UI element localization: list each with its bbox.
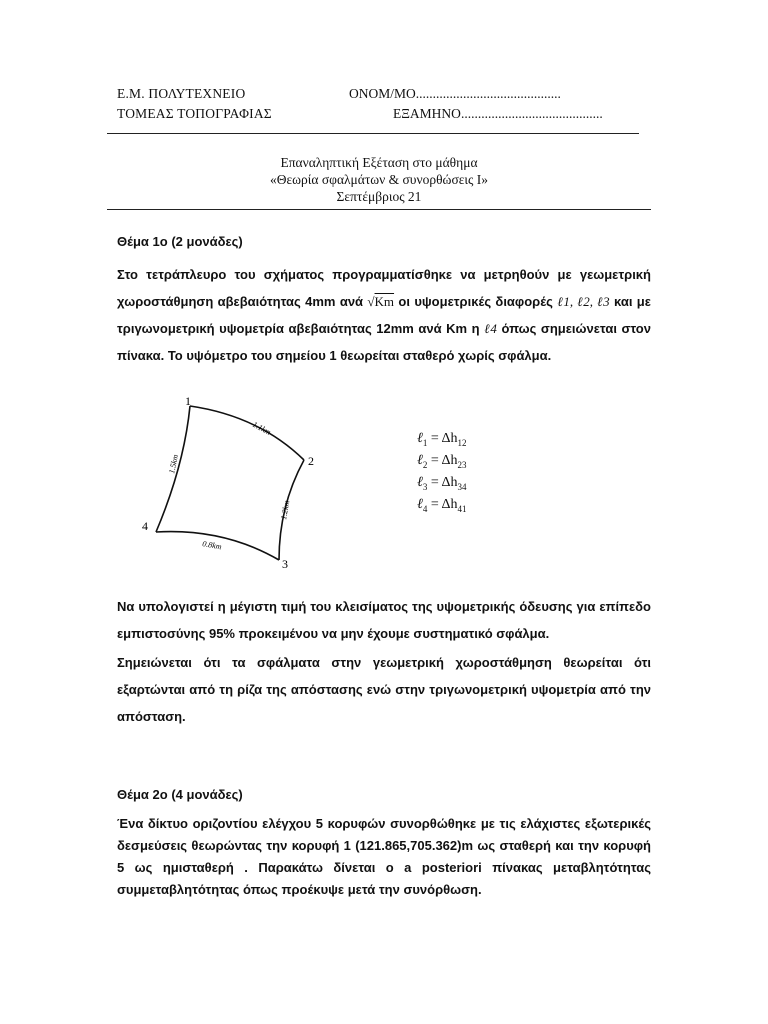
- edge-label-3-4: 0.8km: [201, 539, 223, 552]
- quadrilateral-diagram: [134, 388, 334, 578]
- point-3: 3: [282, 557, 288, 571]
- topic-1-title: Θέμα 1ο (2 μονάδες): [117, 234, 243, 249]
- variable-l4: ℓ4: [484, 321, 497, 336]
- point-2: 2: [308, 454, 314, 468]
- equation-2: ℓ$_2$ = $\Delta h_{23}$: [417, 453, 467, 470]
- semester-label: ΕΞΑΜΗΝΟ: [393, 106, 461, 121]
- equation-1: ℓ$_1$ = $\Delta h_{12}$: [417, 431, 467, 448]
- variables-l1-l3: ℓ1, ℓ2, ℓ3: [557, 294, 610, 309]
- topic-1-paragraph-1: Στο τετράπλευρο του σχήματος προγραμματίσθηκε να μετρηθούν με γεωμετρική χωροστάθμηση αβεβαιότητας 4mm ανά √Km οι υψομετρικές διαφορές ℓ1, ℓ2, ℓ3 και με τριγωνομετρική υψομετρία αβεβαιότητας 12mm ανά Km η ℓ4 όπως σημειώνεται στον πίνακα. Το υψόμετρο του σημείου 1 θεωρείται σταθερό χωρίς σφάλμα.: [117, 267, 651, 363]
- name-dots: ...........................................: [415, 86, 561, 101]
- name-field: [349, 86, 561, 102]
- edge-label-2-3: 1.2km: [279, 499, 292, 521]
- name-label: ΟΝΟΜ/ΜΟ: [349, 86, 416, 101]
- exam-line-2: «Θεωρία σφαλμάτων & συνορθώσεις Ι»: [270, 172, 488, 187]
- equation-3: ℓ$_3$ = $\Delta h_{34}$: [417, 475, 467, 492]
- exam-line-3: Σεπτέμβριος 21: [336, 189, 422, 204]
- sqrt-km: √Km: [367, 294, 395, 309]
- topic-2-title: Θέμα 2ο (4 μονάδες): [117, 787, 243, 802]
- edge-label-4-1: 1.5km: [167, 453, 180, 475]
- title-rule: [107, 209, 651, 210]
- point-1: 1: [185, 394, 191, 408]
- institution: Ε.Μ. ΠΟΛΥΤΕΧΝΕΙΟ: [117, 86, 246, 101]
- topic-1-paragraph-3: Σημειώνεται ότι τα σφάλματα στην γεωμετρική χωροστάθμηση θεωρείται ότι εξαρτώνται από τη ρίζα της απόστασης ενώ στην τριγωνομετρική υψομετρία από την απόσταση.: [117, 655, 651, 724]
- exam-line-1: Επαναληπτική Εξέταση στο μάθημα: [280, 155, 478, 170]
- semester-field: [393, 106, 603, 122]
- exam-title-block: [107, 154, 651, 205]
- topic-1-paragraph-2: Να υπολογιστεί η μέγιστη τιμή του κλεισίματος της υψομετρικής όδευσης για επίπεδο εμπιστοσύνης 95% προκειμένου να μην έχουμε συστηματικό σφάλμα.: [117, 599, 651, 641]
- topic-2-paragraph-1: Ένα δίκτυο οριζοντίου ελέγχου 5 κορυφών συνορθώθηκε με τις ελάχιστες εξωτερικές δεσμεύσεις θεωρώντας την κορυφή 1 (121.865,705.362)m ως σταθερή και την κορυφή 5 ως ημισταθερή . Παρακάτω δίνεται ο a posteriori πίνακας μεταβλητότητας συμμεταβλητότητας όπως προέκυψε μετά την συνόρθωση.: [117, 816, 651, 897]
- department: ΤΟΜΕΑΣ ΤΟΠΟΓΡΑΦΙΑΣ: [117, 106, 272, 121]
- edge-1-2: [190, 406, 304, 460]
- point-4: 4: [142, 519, 148, 533]
- semester-dots: ..........................................: [460, 106, 603, 121]
- equation-4: ℓ$_4$ = $\Delta h_{41}$: [417, 497, 467, 514]
- edge-label-1-2: 1.1km: [251, 419, 273, 437]
- header-rule: [107, 133, 639, 134]
